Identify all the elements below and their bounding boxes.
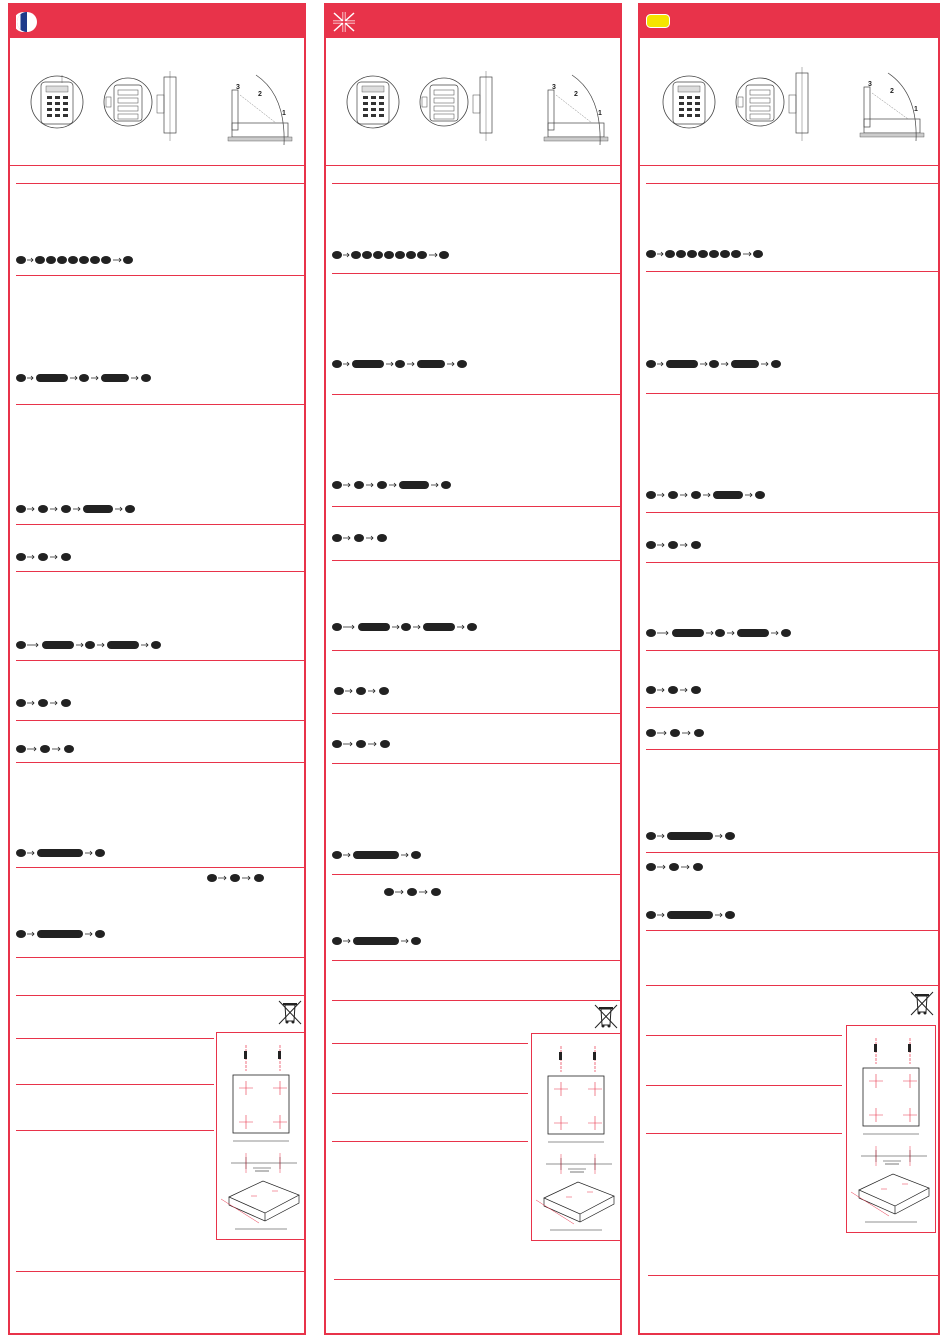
key-sequence — [332, 740, 402, 748]
section-divider — [646, 562, 938, 563]
keypad-front-illustration — [347, 76, 399, 128]
section-divider — [16, 660, 304, 661]
key-sequence — [646, 729, 716, 737]
battery-compartment-illustration — [104, 78, 152, 126]
section-divider — [646, 1035, 842, 1036]
keypad-diagram — [326, 45, 620, 160]
column-header — [326, 5, 620, 38]
key-sequence — [16, 641, 176, 649]
section-divider — [646, 393, 938, 394]
section-divider — [16, 183, 304, 184]
section-divider — [332, 183, 620, 184]
section-divider — [326, 165, 620, 166]
key-sequence — [16, 256, 146, 264]
column-header — [640, 5, 938, 38]
section-divider — [646, 650, 938, 651]
section-divider — [332, 394, 620, 395]
battery-compartment-illustration — [420, 78, 468, 126]
yellow-badge-icon — [646, 14, 670, 28]
section-divider — [16, 1084, 214, 1085]
section-divider — [332, 273, 620, 274]
keypad-diagram — [10, 45, 304, 160]
section-divider — [16, 1038, 214, 1039]
uk-flag-icon — [332, 11, 356, 33]
section-divider — [16, 867, 304, 868]
step-2-label: 2 — [890, 88, 894, 95]
key-sequence — [16, 930, 116, 938]
recycle-bin-icon — [592, 1003, 620, 1029]
section-divider — [334, 1279, 620, 1280]
recycle-bin-icon — [276, 999, 304, 1025]
key-sequence — [646, 360, 796, 368]
section-divider — [646, 1133, 842, 1134]
section-divider — [646, 1085, 842, 1086]
handle-rotation-illustration — [860, 73, 924, 141]
key-sequence — [332, 481, 462, 489]
key-sequence — [16, 849, 116, 857]
section-divider — [646, 749, 938, 750]
section-divider — [332, 1043, 528, 1044]
section-divider — [332, 560, 620, 561]
keypad-front-illustration — [663, 76, 715, 128]
key-sequence — [332, 687, 402, 695]
section-divider — [332, 650, 620, 651]
recycle-bin-icon — [908, 990, 936, 1016]
france-flag-icon — [16, 11, 38, 33]
key-sequence — [16, 699, 86, 707]
section-divider — [646, 985, 938, 986]
step-2-label: 2 — [258, 91, 262, 98]
key-sequence — [332, 937, 432, 945]
section-divider — [16, 720, 304, 721]
column-french — [8, 3, 306, 1335]
key-sequence — [646, 250, 776, 258]
section-divider — [332, 874, 620, 875]
handle-rotation-illustration — [544, 75, 608, 145]
section-divider — [640, 165, 938, 166]
section-divider — [646, 512, 938, 513]
key-sequence — [332, 360, 482, 368]
column-third-language — [638, 3, 940, 1335]
section-divider — [16, 571, 304, 572]
section-divider — [646, 271, 938, 272]
section-divider — [16, 762, 304, 763]
section-divider — [332, 1093, 528, 1094]
key-sequence — [646, 832, 746, 840]
key-sequence — [16, 745, 86, 753]
key-sequence — [16, 374, 166, 382]
step-2-label: 2 — [574, 91, 578, 98]
battery-compartment-illustration — [736, 78, 784, 126]
key-sequence — [646, 491, 776, 499]
key-sequence — [332, 534, 402, 542]
section-divider — [10, 165, 304, 166]
step-1-label: 1 — [598, 110, 602, 117]
section-divider — [332, 960, 620, 961]
side-view-illustration — [157, 71, 176, 141]
section-divider — [16, 275, 304, 276]
step-1-label: 1 — [914, 106, 918, 113]
section-divider — [646, 183, 938, 184]
section-divider — [16, 957, 304, 958]
section-divider — [332, 713, 620, 714]
key-sequence — [16, 505, 146, 513]
mounting-diagram — [846, 1025, 936, 1233]
key-sequence — [646, 686, 716, 694]
section-divider — [332, 506, 620, 507]
key-sequence — [646, 541, 716, 549]
side-view-illustration — [473, 71, 492, 141]
column-english — [324, 3, 622, 1335]
key-sequence — [646, 863, 716, 871]
section-divider — [332, 763, 620, 764]
handle-rotation-illustration — [228, 75, 292, 145]
key-sequence — [332, 851, 432, 859]
mounting-diagram — [216, 1032, 306, 1240]
section-divider — [332, 1141, 528, 1142]
section-divider — [16, 995, 304, 996]
key-sequence — [384, 888, 454, 896]
step-3-label: 3 — [236, 84, 240, 91]
section-divider — [16, 1271, 304, 1272]
section-divider — [646, 852, 938, 853]
key-sequence — [646, 629, 806, 637]
step-3-label: 3 — [552, 84, 556, 91]
section-divider — [16, 1130, 214, 1131]
section-divider — [646, 707, 938, 708]
step-3-label: 3 — [868, 81, 872, 88]
step-1-label: 1 — [282, 110, 286, 117]
keypad-front-illustration — [31, 75, 83, 128]
key-sequence — [16, 553, 86, 561]
key-sequence — [207, 874, 277, 882]
key-sequence — [646, 911, 746, 919]
key-sequence — [332, 623, 492, 631]
keypad-diagram — [640, 45, 934, 160]
side-view-illustration — [789, 67, 808, 141]
section-divider — [648, 1275, 938, 1276]
column-header — [10, 5, 304, 38]
section-divider — [16, 524, 304, 525]
mounting-diagram — [531, 1033, 622, 1241]
section-divider — [646, 930, 938, 931]
section-divider — [332, 1000, 620, 1001]
section-divider — [16, 404, 304, 405]
key-sequence — [332, 251, 462, 259]
